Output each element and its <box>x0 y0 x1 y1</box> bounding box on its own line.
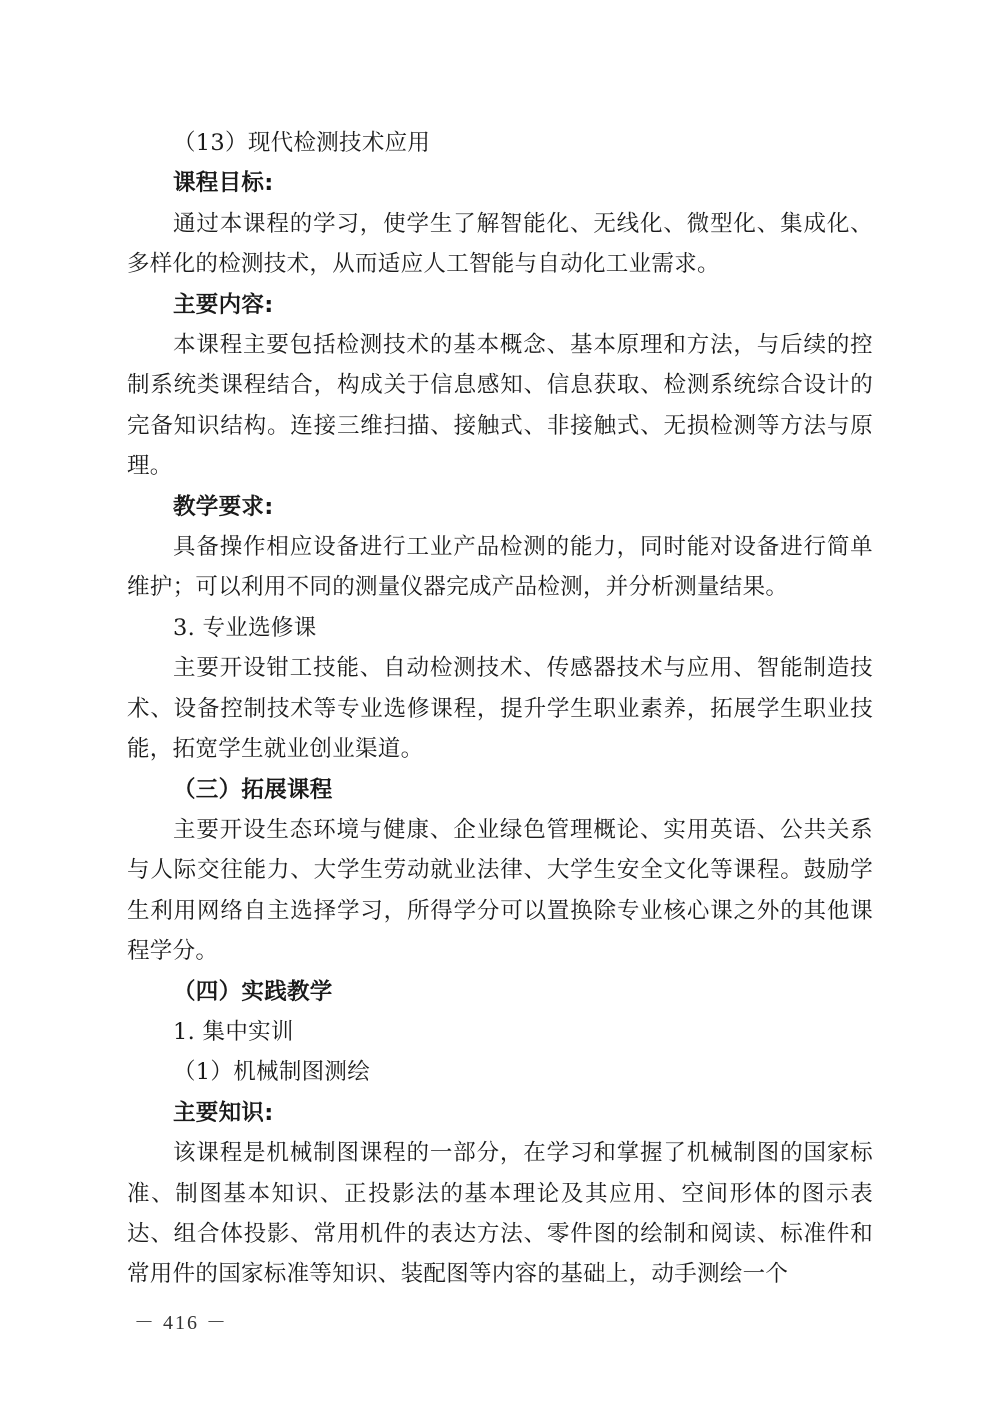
section-heading-course-goal: 课程目标: <box>173 170 274 197</box>
paragraph-teaching-requirements: 具备操作相应设备进行工业产品检测的能力，同时能对设备进行简单维护；可以利用不同的测量仪器完成产品检测，并分析测量结果。 <box>127 534 873 601</box>
page-body <box>127 123 873 1295</box>
paragraph-extension-courses: 主要开设生态环境与健康、企业绿色管理概论、实用英语、公共关系与人际交往能力、大学生劳动就业法律、大学生安全文化等课程。鼓励学生利用网络自主选择学习，所得学分可以置换除专业核心课之外的其他课程学分。 <box>127 816 873 965</box>
paragraph-course-goal: 通过本课程的学习，使学生了解智能化、无线化、微型化、集成化、多样化的检测技术，从而适应人工智能与自动化工业需求。 <box>127 210 873 278</box>
paragraph-main-content: 本课程主要包括检测技术的基本概念、基本原理和方法，与后续的控制系统类课程结合，构成关于信息感知、信息获取、检测系统综合设计的完备知识结构。连接三维扫描、接触式、非接触式、无损检测等方法与原理。 <box>127 332 873 480</box>
paragraph-elective-courses: 主要开设钳工技能、自动检测技术、传感器技术与应用、智能制造技术、设备控制技术等专业选修课程，提升学生职业素养，拓展学生职业技能，拓宽学生就业创业渠道。 <box>127 655 873 763</box>
page-number: － 416 － <box>134 1312 228 1334</box>
subsection-elective-courses: 3. 专业选修课 <box>173 614 317 641</box>
section-heading-main-content: 主要内容: <box>173 291 274 318</box>
section-heading-teaching-requirements: 教学要求: <box>173 493 274 520</box>
course-title-mechanical-drawing: （1）机械制图测绘 <box>173 1059 371 1086</box>
course-title-13: （13）现代检测技术应用 <box>173 130 431 156</box>
section-heading-extension-courses: （三）拓展课程 <box>173 776 333 803</box>
section-heading-main-knowledge: 主要知识: <box>173 1099 274 1126</box>
subsection-centralized-training: 1. 集中实训 <box>173 1018 294 1045</box>
paragraph-main-knowledge: 该课程是机械制图课程的一部分，在学习和掌握了机械制图的国家标准、制图基本知识、正投影法的基本理论及其应用、空间形体的图示表达、组合体投影、常用机件的表达方法、零件图的绘制和阅读、标准件和常用件的国家标准等知识、装配图等内容的基础上，动手测绘一个 <box>127 1140 873 1288</box>
section-heading-practical-teaching: （四）实践教学 <box>173 978 333 1005</box>
